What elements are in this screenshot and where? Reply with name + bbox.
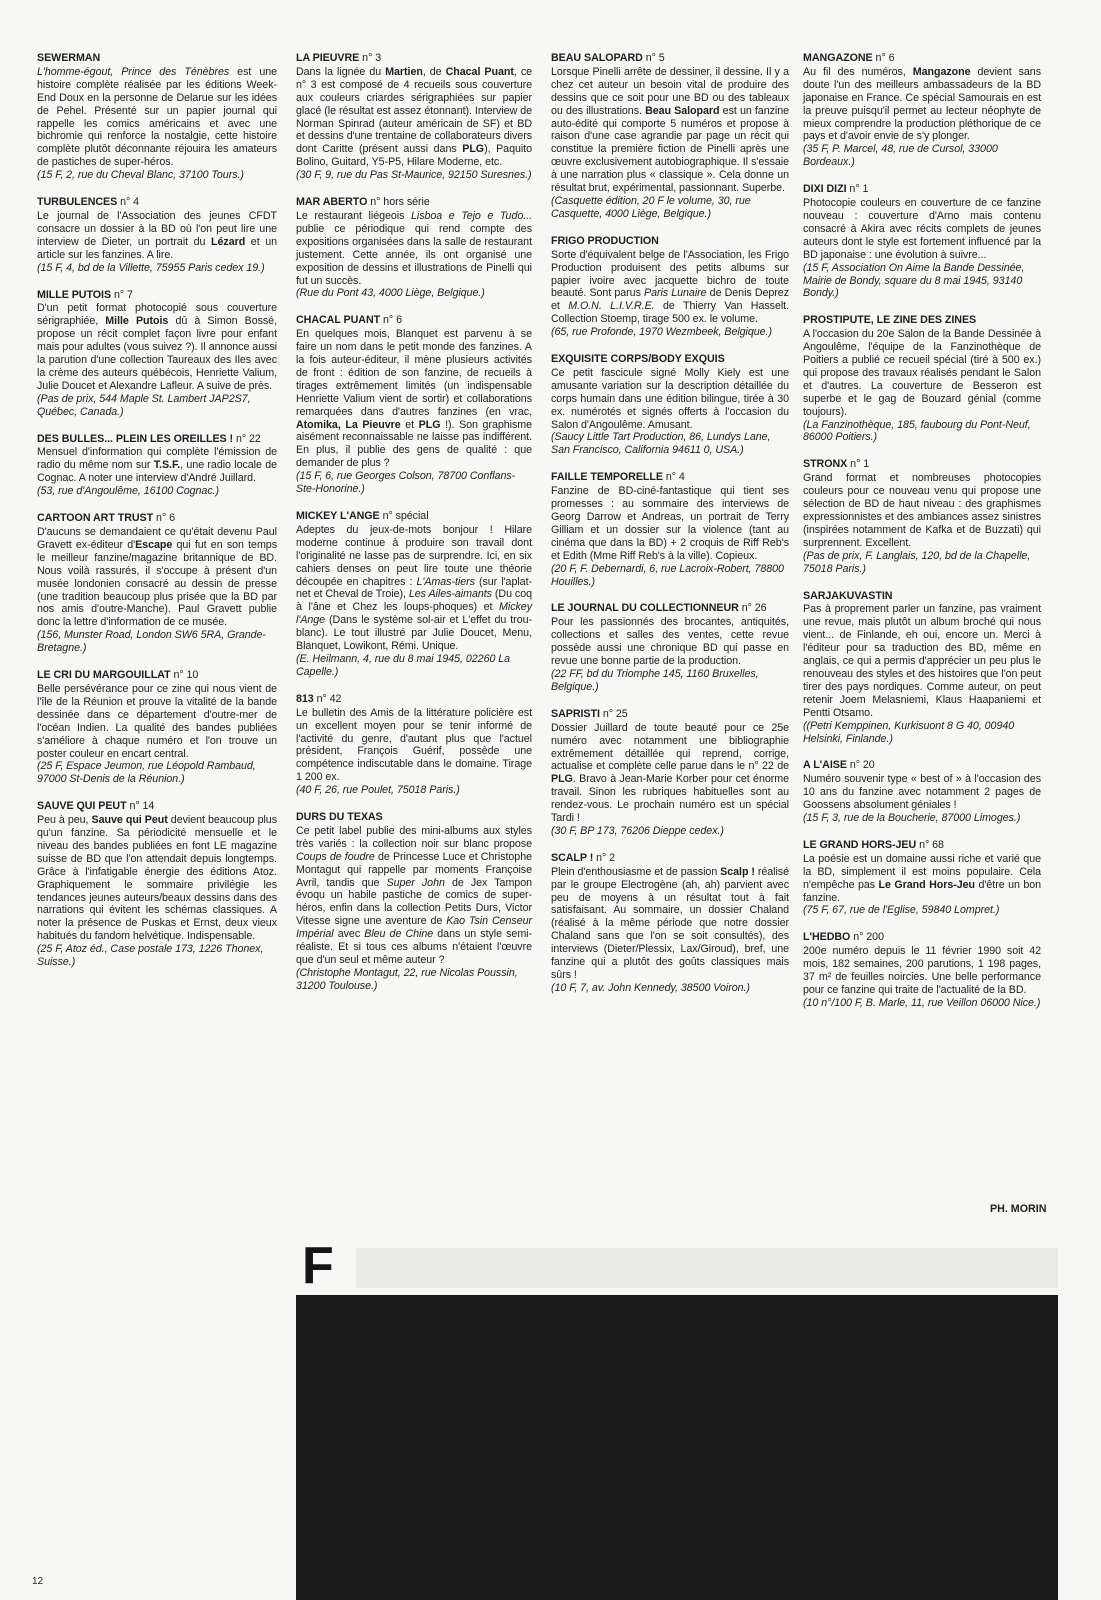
review-title: LA PIEUVRE bbox=[296, 52, 360, 64]
issue-number: n° 26 bbox=[741, 602, 767, 615]
review-heading bbox=[296, 811, 532, 824]
review-text-segment: Kao Tsin Censeur Impérial bbox=[296, 915, 532, 941]
issue-number: n° 3 bbox=[362, 52, 382, 64]
review-heading bbox=[551, 471, 789, 484]
issue-number: n° 4 bbox=[120, 196, 140, 209]
review-address: (La Fanzinothèque, 185, faubourg du Pont-Neuf, 86000 Poitiers.) bbox=[803, 418, 1031, 444]
review-text bbox=[803, 197, 1041, 262]
review-address: (Casquette édition, 20 F le volume, 30, rue Casquette, 4000 Liège, Belgique.) bbox=[551, 194, 751, 220]
review-address: (Christophe Montagut, 22, rue Nicolas Poussin, 31200 Toulouse.) bbox=[296, 966, 518, 992]
review-text-segment: Chacal Puant bbox=[445, 65, 514, 78]
black-banner-block bbox=[296, 1295, 1058, 1600]
review-text-segment: , ce n° 3 est composé de 4 recueils sous couverture aux couleurs criardes sérigraphiées sur papier glacé (le résultat est assez étonnant). Interview de Norman Spinrad (auteur américain de SF) et BD et dessins d'une trentaine de collaborateurs divers dont Caritte (présent aussi dans bbox=[296, 65, 533, 156]
review-heading bbox=[803, 590, 1041, 603]
review-text-segment: est une histoire complète réalisée par les éditions Week-End Doux en la personne de Delarue sur les idées de Pehel. Présenté sur un papier journal qui rappelle les comics américains et avec une bichromie qui renforce la nostalgie, cette histoire complète plutôt déconnante réjouira les amateurs de pastiches de super-héros. bbox=[37, 65, 277, 169]
review-text-segment: Dans la lignée du bbox=[296, 65, 386, 78]
review-text-segment: En quelques mois, Blanquet est parvenu à se faire un nom dans le petit monde des fanzines. A la fois auteur-éditeur, il mène plusieurs activités de front : édition de son fanzine, de recueils à tirages extrêmement limités (un indispensable Henriette Valium vient de sortir) et collaborations remarquées dans d'autres fanzines (en vrac, bbox=[296, 328, 532, 418]
fanzine-review bbox=[803, 183, 1041, 300]
fanzine-review bbox=[803, 839, 1041, 917]
review-title: STRONX bbox=[803, 458, 848, 471]
review-text bbox=[803, 66, 1041, 143]
fanzine-review bbox=[37, 52, 277, 182]
review-heading bbox=[803, 931, 1041, 944]
issue-number: n° 5 bbox=[645, 52, 665, 64]
review-text-segment: A l'occasion du 20e Salon de la Bande Dessinée à Angoulême, l'équipe de la Fanzinothèque de Poitiers a publié ce recueil spécial (tiré à 500 ex.) qui propose des travaux réalisés pendant le Salon et d'autres. La couverture de Besseron est superbe et le gag de Bouzard génial (comme toujours). bbox=[803, 328, 1041, 418]
review-text-segment: Adeptes du jeux-de-mots bonjour ! Hilare moderne continue à produire son travail dont l'originalité ne lasse pas de surprendre. Ici, en six cahiers denses on peut lire toute une théorie découpée en chapitres : bbox=[296, 523, 532, 588]
review-heading bbox=[803, 839, 1041, 852]
review-title: MANGAZONE bbox=[803, 52, 873, 64]
review-text-segment: avec bbox=[333, 928, 365, 941]
review-heading bbox=[296, 196, 532, 209]
review-text-segment: Grand format et nombreuses photocopies couleurs pour ce nouveau venu qui propose une sélection de BD de haut niveau : des graphismes expressionnistes et des ambiances assez sinistres (inspirées notamment de Kafka et de Buzzati) qui surprennent. Excellent. bbox=[803, 472, 1041, 549]
review-heading bbox=[37, 289, 277, 302]
review-title: LE GRAND HORS-JEU bbox=[803, 838, 917, 851]
fanzine-review bbox=[803, 314, 1041, 444]
fanzine-review bbox=[37, 669, 277, 786]
review-text bbox=[551, 249, 789, 326]
review-text-segment: Beau Salopard bbox=[645, 104, 720, 117]
fanzine-review bbox=[551, 52, 789, 221]
review-text-segment: Bleu de Chine bbox=[364, 928, 434, 941]
review-title: TURBULENCES bbox=[37, 196, 118, 209]
review-text-segment: PLG bbox=[418, 418, 441, 431]
review-text bbox=[803, 853, 1041, 905]
review-text-segment: L'Amas-tiers bbox=[416, 575, 475, 588]
review-text-segment: (Du coq à l'âne et Chez les loups-phoques) et bbox=[296, 588, 532, 614]
review-text bbox=[803, 328, 1041, 418]
fanzine-review bbox=[551, 602, 789, 693]
review-title: SARJAKUVASTIN bbox=[803, 589, 893, 602]
review-title: LE CRI DU MARGOUILLAT bbox=[37, 669, 171, 682]
review-title: FRIGO PRODUCTION bbox=[551, 234, 659, 247]
review-address: (E. Heilmann, 4, rue du 8 mai 1945, 02260 La Capelle.) bbox=[296, 652, 511, 678]
review-text-segment: Mille Putois bbox=[105, 315, 169, 328]
review-title: SCALP ! bbox=[551, 851, 594, 864]
review-text-segment: Au fil des numéros, bbox=[803, 65, 913, 78]
review-text-segment: est un fanzine auto-édité qui comporte 5 numéros et propose à raison d'une case agrandie par page un récit qui constitue la première fiction de Pinelli après une œuvre exclusivement autobiographique. Il s'essaie à une narration plus « classique ». Cela donne un résultat brut, expérimental, passionnant. Superbe. bbox=[551, 104, 789, 195]
review-heading bbox=[803, 759, 1041, 772]
review-title: FAILLE TEMPORELLE bbox=[551, 471, 663, 484]
review-text-segment: . Bravo à Jean-Marie Korber pour cet énorme travail. Sinon les rubriques habituelles sont au rendez-vous. Le prochain numéro est un spécial Tardi ! bbox=[551, 773, 789, 825]
review-text-segment: Le Grand Hors-Jeu bbox=[878, 878, 976, 891]
review-text-segment: Escape bbox=[135, 538, 173, 551]
review-text-segment: de Jex Tampon évoqu un habile pastiche de comics de super-héros, enfin dans la collection Petits Durs, Victor Vitesse signe une aventure de bbox=[296, 876, 532, 928]
review-text-segment: Ce petit fascicule signé Molly Kiely est une amusante variation sur la description détaillée du corps humain dans une édition bilingue, tirée à 30 ex. numérotés et signés offerts à l'occasion du Salon d'Angoulême. Amusant. bbox=[551, 366, 789, 431]
review-text-segment: L'homme-égout, Prince des Ténèbres bbox=[37, 65, 230, 78]
review-text-segment: D'un petit format photocopié sous couverture sérigraphiée, bbox=[37, 302, 277, 328]
review-text-segment: Photocopie couleurs en couverture de ce fanzine nouveau : couverture d'Arno mais contenu consacré à Akira avec récits complets de jeunes auteurs dont le style est fortement influencé par la BD japonaise : une évolution à suivre... bbox=[803, 197, 1041, 261]
review-title: DIXI DIZI bbox=[803, 183, 847, 196]
fanzine-review bbox=[296, 693, 532, 797]
column-3 bbox=[551, 52, 789, 1009]
issue-number: n° hors série bbox=[370, 196, 430, 209]
review-heading bbox=[37, 52, 277, 65]
issue-number: n° 1 bbox=[850, 458, 870, 471]
review-address: (65, rue Profonde, 1970 Wezmbeek, Belgique.) bbox=[551, 326, 772, 339]
review-heading bbox=[37, 800, 277, 813]
review-text-segment: Dossier Juillard de toute beauté pour ce 25e numéro avec notamment une bibliographie extrêmement détaillée qui reprend, corrige, actualise et complète celle parue dans le n° 22 de bbox=[551, 721, 789, 773]
review-title: SAUVE QUI PEUT bbox=[37, 800, 127, 813]
issue-number: n° 22 bbox=[235, 432, 261, 445]
fanzine-review bbox=[551, 852, 789, 995]
review-text-segment: et bbox=[400, 418, 419, 431]
section-letter: F bbox=[302, 1237, 334, 1295]
review-text-segment: La poésie est un domaine aussi riche et varié que la BD, simplement il est moins populaire. Cela n'empêche pas bbox=[803, 852, 1041, 891]
review-text-segment: (sur l'aplat-net et Cheval de Troie), bbox=[296, 575, 532, 601]
fanzine-review bbox=[296, 314, 532, 496]
review-text-segment: Numéro souvenir type « best of » à l'occasion des 10 ans du fanzine avec notamment 2 pages de Goossens absolument géniales ! bbox=[803, 773, 1041, 812]
review-text-segment: PLG bbox=[462, 143, 485, 156]
review-heading bbox=[296, 510, 532, 523]
column-2 bbox=[296, 52, 532, 1007]
review-heading bbox=[551, 602, 789, 615]
review-text-segment: Scalp ! bbox=[720, 865, 755, 878]
fanzine-review bbox=[296, 811, 532, 993]
issue-number: n° 2 bbox=[596, 851, 616, 864]
review-address: (25 F, Atoz éd., Case postale 173, 1226 Thonex, Suisse.) bbox=[37, 943, 264, 969]
review-address: (15 F, Association On Aime la Bande Dessinée, Mairie de Bondy, square du 8 mai 1945, 93140 Bondy.) bbox=[803, 261, 1025, 300]
review-text bbox=[37, 683, 277, 760]
review-address: (22 FF, bd du Triomphe 145, 1160 Bruxelles, Belgique.) bbox=[551, 667, 759, 693]
review-address: (53, rue d'Angoulême, 16100 Cognac.) bbox=[37, 485, 220, 498]
review-title: SAPRISTI bbox=[551, 707, 600, 720]
fanzine-review bbox=[37, 196, 277, 274]
review-text-segment: Coups de foudre bbox=[296, 850, 375, 863]
review-heading bbox=[803, 314, 1041, 327]
review-text-segment: Les Ailes-aimants bbox=[408, 588, 492, 601]
review-text-segment: de Thierry Van Hasselt. Collection Stoemp, tirage 500 ex. le volume. bbox=[551, 300, 789, 326]
review-title: DES BULLES... PLEIN LES OREILLES ! bbox=[37, 432, 234, 445]
review-text-segment: et un article sur les fanzines. A lire. bbox=[37, 235, 277, 261]
review-text bbox=[803, 472, 1041, 549]
review-text bbox=[296, 524, 532, 653]
issue-number: n° spécial bbox=[382, 510, 429, 522]
fanzine-review bbox=[803, 52, 1041, 169]
review-heading bbox=[296, 693, 532, 706]
review-text-segment: Super John bbox=[386, 876, 445, 889]
column-4 bbox=[803, 52, 1041, 1024]
review-text bbox=[296, 328, 532, 470]
review-address: (Rue du Pont 43, 4000 Liège, Belgique.) bbox=[296, 287, 485, 300]
review-text-segment: Plein d'enthousiasme et de passion bbox=[551, 865, 721, 878]
review-address: (35 F, P. Marcel, 48, rue de Cursol, 33000 Bordeaux.) bbox=[803, 143, 998, 169]
review-text bbox=[296, 66, 532, 169]
review-text-segment: Ce petit label publie des mini-albums aux styles très variés : la collection noir sur blanc propose bbox=[296, 824, 532, 850]
fanzine-review bbox=[803, 458, 1041, 575]
review-text-segment: publie ce périodique qui rend compte des expositions organisées dans la salle de restaurant justement. Cette année, ils ont organisé une exposition de dessins et illustrations de Pinelli qui fut un succès. bbox=[296, 222, 532, 287]
review-text-segment: Lisboa e Tejo e Tudo... bbox=[410, 209, 532, 222]
review-text-segment: Lézard bbox=[211, 235, 246, 248]
review-text-segment: D'aucuns se demandaient ce qu'était devenu Paul Gravett ex-éditeur d' bbox=[37, 526, 277, 551]
review-title: A L'AISE bbox=[803, 759, 847, 772]
issue-number: n° 6 bbox=[156, 512, 175, 525]
review-text bbox=[37, 210, 277, 262]
issue-number: n° 200 bbox=[853, 931, 884, 944]
fanzine-review bbox=[551, 353, 789, 457]
review-text-segment: Sorte d'équivalent belge de l'Association, les Frigo Production produisent des petits albums sur papier ivoire avec jacquette bichro de toute beauté. Sont parus bbox=[551, 248, 789, 300]
review-title: MILLE PUTOIS bbox=[37, 288, 112, 301]
review-text bbox=[37, 814, 277, 943]
review-text-segment: dans un style semi-réaliste. Et si tous ces albums n'étaient l'œuvre que d'un seul et même auteur ? bbox=[296, 928, 533, 966]
review-text-segment: Paris Lunaire bbox=[644, 287, 707, 300]
review-text bbox=[551, 722, 789, 825]
issue-number: n° 4 bbox=[665, 471, 685, 484]
fanzine-review bbox=[551, 471, 789, 588]
review-address: (30 F, 9, rue du Pas St-Maurice, 92150 Suresnes.) bbox=[296, 169, 532, 182]
review-text-segment: réalisé par le groupe Electrogène (ah, ah) parvient avec peu de moyens à un résultat tout à fait satisfaisant. Au sommaire, un dossier Chaland (réalisé à la même période que notre dossier Chaland sans que l'on se soit consultés), des interviews (Dieter/Plessix, Lax/Giroud), bref, une fanzine qui a plutôt des goûts classiques mais sûrs ! bbox=[551, 865, 789, 981]
review-text-segment: Peu à peu, bbox=[37, 814, 92, 827]
banner-band bbox=[356, 1248, 1058, 1288]
review-text-segment: Pas à proprement parler un fanzine, pas vraiment une revue, mais plutôt un album broché qui nous vient... de Finlande, eh oui, encore un. Merci à l'éditeur pour sa traduction des BD, même en anglais, ce qui a permis d'apprécier un peu plus le renouveau des styles et des histoires que l'on peut tirer des pays nordiques. Comme auteur, on peut retenir Joem Melasniemi, Klaus Haapaniemi et Pentti Otsamo. bbox=[803, 603, 1041, 719]
review-text-segment: ), Paquito Bolino, Guitard, Y5-P5, Hilare Moderne, etc. bbox=[296, 143, 532, 169]
review-text-segment: qui fut en son temps le meilleur fanzine/magazine britannique de BD. Nous voilà rassurés, il s'occupe à présent d'un musée londonien consacré au dessin de presse (une tradition beaucoup plus prisée que la BD par nos amis d'outre-Manche). Paul Gravett publie donc la lettre d'information de ce musée. bbox=[37, 538, 277, 629]
review-text-segment: 200e numéro depuis le 11 février 1990 soit 42 mois, 182 semaines, 200 parutions, 1 198 pages, 37 m² de feuilles noircies. Une belle performance pour ce fanzine qui traite de l'actualité de la BD. bbox=[803, 945, 1041, 996]
review-address: ((Petri Kemppinen, Kurkisuont 8 G 40, 00940 Helsinki, Finlande.) bbox=[803, 719, 1015, 745]
review-text-segment: Mensuel d'information qui complète l'émission de radio du même nom sur bbox=[37, 446, 277, 472]
review-title: L'HEDBO bbox=[803, 931, 851, 944]
review-title: BEAU SALOPARD bbox=[551, 52, 643, 64]
issue-number: n° 1 bbox=[849, 183, 869, 196]
review-text bbox=[296, 210, 532, 287]
review-title: CHACAL PUANT bbox=[296, 314, 381, 327]
review-address: (40 F, 26, rue Poulet, 75018 Paris.) bbox=[296, 784, 460, 797]
review-text bbox=[37, 446, 277, 485]
issue-number: n° 14 bbox=[129, 800, 155, 813]
fanzine-review bbox=[803, 759, 1041, 825]
review-text-segment: !). Son graphisme aisément reconnaissable ne laisse pas indifférent. En plus, il publie des gens de qualité : que demander de plus ? bbox=[296, 418, 532, 470]
fanzine-review bbox=[296, 196, 532, 300]
review-address: (15 F, 6, rue Georges Colson, 78700 Conflans-Ste-Honorine.) bbox=[296, 470, 516, 496]
review-text bbox=[37, 526, 277, 629]
fanzine-review bbox=[37, 800, 277, 969]
review-text-segment: T.S.F. bbox=[153, 459, 181, 472]
fanzine-review bbox=[296, 52, 532, 182]
review-text bbox=[803, 945, 1041, 997]
review-text bbox=[37, 66, 277, 169]
review-title: SEWERMAN bbox=[37, 52, 101, 64]
fanzine-review bbox=[296, 510, 532, 679]
review-heading bbox=[551, 235, 789, 248]
review-text bbox=[296, 707, 532, 784]
review-text-segment: Martien bbox=[385, 65, 423, 78]
fanzine-review bbox=[803, 931, 1041, 1009]
review-text-segment: , de bbox=[422, 65, 446, 78]
review-text-segment: , une radio locale de Cognac. A noter une interview d'André Juillard. bbox=[37, 459, 277, 485]
fanzine-review bbox=[37, 289, 277, 419]
issue-number: n° 68 bbox=[919, 838, 944, 851]
issue-number: n° 7 bbox=[113, 288, 133, 301]
review-heading bbox=[37, 512, 277, 525]
issue-number: n° 10 bbox=[173, 669, 199, 682]
review-address: (156, Munster Road, London SW6 5RA, Grande-Bretagne.) bbox=[37, 629, 266, 655]
review-heading bbox=[551, 708, 789, 721]
fanzine-review bbox=[803, 590, 1041, 746]
review-heading bbox=[803, 183, 1041, 196]
review-text-segment: Fanzine de BD-ciné-fantastique qui tient ses promesses : au sommaire des interviews de Georg Darrow et Andreas, un portrait de Terry Gilliam et un dossier sur la violence (tant au cinéma que dans la BD) + 2 croquis de Riff Reb's et Edith (Mme Riff Reb's à la ville). Copieux. bbox=[551, 485, 789, 562]
fanzine-review bbox=[551, 708, 789, 838]
review-text-segment: Le bulletin des Amis de la littérature policière est un excellent moyen pour se tenir informé de l'activité du genre, d'autant plus que l'actuel président, François Guérif, possède une compétence indiscutable dans le domaine. Tirage 1 200 ex. bbox=[296, 706, 532, 784]
review-address: (15 F, 3, rue de la Boucherie, 87000 Limoges.) bbox=[803, 812, 1021, 825]
review-text bbox=[296, 825, 532, 967]
review-text-segment: devient sans doute l'un des meilleurs ambassadeurs de la BD japonaise en France. Ce spécial Samourais en est la preuve puisqu'il permet au lecteur néophyte de mieux comprendre la production pléthorique de ce pays et d'avoir envie de s'y plonger. bbox=[803, 65, 1041, 143]
review-title: PROSTIPUTE, LE ZINE DES ZINES bbox=[803, 314, 977, 327]
review-title: MICKEY L'ANGE bbox=[296, 510, 380, 522]
review-address: (Pas de prix, F. Langlais, 120, bd de la Chapelle, 75018 Paris.) bbox=[803, 549, 1031, 575]
review-text bbox=[37, 302, 277, 392]
review-heading bbox=[37, 433, 277, 446]
review-text-segment: d'être un bon fanzine. bbox=[803, 878, 1042, 904]
review-address: (Saucy Little Tart Production, 86, Lundys Lane, San Francisco, California 94611 0, USA.) bbox=[551, 431, 771, 457]
review-title: CARTOON ART TRUST bbox=[37, 512, 154, 525]
review-text bbox=[551, 66, 789, 195]
review-address: (25 F, Espace Jeumon, rue Léopold Rambaud, 97000 St-Denis de la Réunion.) bbox=[37, 760, 256, 786]
review-heading bbox=[296, 314, 532, 327]
review-text bbox=[551, 367, 789, 432]
review-text-segment: Mangazone bbox=[912, 65, 971, 78]
review-address: (Pas de prix, 544 Maple St. Lambert JAP2S7, Québec, Canada.) bbox=[37, 392, 251, 418]
issue-number: n° 42 bbox=[316, 692, 342, 705]
review-title: LE JOURNAL DU COLLECTIONNEUR bbox=[551, 602, 739, 615]
review-address: (15 F, 2, rue du Cheval Blanc, 37100 Tours.) bbox=[37, 169, 244, 182]
review-text bbox=[803, 603, 1041, 719]
page-number: 12 bbox=[32, 1576, 44, 1587]
review-text bbox=[803, 773, 1041, 812]
review-address: (10 F, 7, av. John Kennedy, 38500 Voiron.) bbox=[551, 981, 750, 994]
review-address: (15 F, 4, bd de la Villette, 75955 Paris cedex 19.) bbox=[37, 261, 265, 274]
issue-number: n° 6 bbox=[875, 52, 895, 64]
review-text bbox=[551, 616, 789, 668]
review-title: MAR ABERTO bbox=[296, 196, 368, 209]
review-text-segment: PLG bbox=[551, 773, 573, 786]
issue-number: n° 25 bbox=[602, 707, 628, 720]
fanzine-review bbox=[37, 512, 277, 655]
review-address: (20 F, F. Debernardi, 6, rue Lacroix-Robert, 78800 Houilles.) bbox=[551, 562, 784, 588]
fanzine-review bbox=[551, 235, 789, 339]
review-text-segment: Belle persévérance pour ce zine qui nous vient de l'île de la Réunion et prouve la vitalité de la bande dessinée dans ce département d'outre-mer de l'océan Indien. La qualité des bandes publiées s'améliore à chaque numéro et l'on trouve un poster couleur en encart central. bbox=[37, 682, 277, 760]
review-address: (30 F, BP 173, 76206 Dieppe cedex.) bbox=[551, 824, 724, 837]
review-heading bbox=[551, 852, 789, 865]
issue-number: n° 20 bbox=[849, 759, 875, 772]
review-text-segment: Lorsque Pinelli arrête de dessiner, il dessine. Il y a chez cet auteur un besoin vital de produire des dessins que ce soit pour une BD ou des tableaux ou des illustrations. bbox=[551, 65, 789, 117]
review-title: EXQUISITE CORPS/BODY EXQUIS bbox=[551, 353, 725, 366]
review-text-segment: Le journal de l'Association des jeunes CFDT consacre un dossier à la BD où l'on peut lire une interview de Dieter, un portrait du bbox=[37, 209, 277, 248]
review-text bbox=[551, 866, 789, 982]
review-address: (75 F, 67, rue de l'Eglise, 59840 Lompret.) bbox=[803, 904, 1000, 917]
review-text-segment: Pour les passionnés des brocantes, antiquités, collections et salles des ventes, cette revue possède aussi une chronique BD qui passe en revue une bonne partie de la production. bbox=[551, 616, 789, 668]
issue-number: n° 6 bbox=[383, 314, 402, 327]
review-heading bbox=[803, 458, 1041, 471]
review-text bbox=[551, 485, 789, 562]
review-text-segment: Sauve qui Peut bbox=[91, 814, 168, 827]
review-heading bbox=[803, 52, 1041, 65]
review-text-segment: Le restaurant liégeois bbox=[296, 209, 411, 222]
review-text-segment: M.O.N. L.I.V.R.E. bbox=[568, 300, 655, 313]
review-text-segment: devient beaucoup plus qu'un fanzine. Sa périodicité mensuelle et le niveau des bandes publiées en font LE magazine suisse de BD que l'on attendait depuis longtemps. Grâce à l'infatigable énergie des éditions Atoz. Graphiquement le sommaire privilégie les tendances jeunes auteurs/beaux dessins dans des narrations qui évitent les schémas classiques. A noter la présence de Puskas et Ernst, deux vieux habitués du fandom helvétique. Indispensable. bbox=[37, 814, 277, 943]
review-text-segment: Mickey l'Ange bbox=[296, 601, 532, 627]
review-text-segment: (Dans le système sol-air et L'effet du trou-blanc). Le tout illustré par Julie Doucet, Menu, Blanquet, Lowikont, Rémi. Unique. bbox=[296, 614, 532, 653]
review-heading bbox=[551, 353, 789, 366]
review-text-segment: dû à Simon Bossé, propose un récit complet façon livre pour enfant mais pour adultes (vous suivez ?). Il annonce aussi la parution d'une collection Taureaux des Iles avec la crème des auteurs québécois, Henriette Valium, Julie Doucet et Alexandre Lafleur. A suive de près. bbox=[37, 315, 277, 392]
review-title: DURS DU TEXAS bbox=[296, 811, 383, 824]
review-text-segment: Atomika, La Pieuvre bbox=[296, 418, 401, 431]
review-text-segment: de Denis Deprez et bbox=[551, 287, 789, 313]
fanzine-review bbox=[37, 433, 277, 499]
review-heading bbox=[551, 52, 789, 65]
review-heading bbox=[296, 52, 532, 65]
review-text-segment: de Princesse Luce et Christophe Montagut qui rappelle par moments Françoise Avril, tandis que bbox=[296, 850, 532, 889]
column-1 bbox=[37, 52, 277, 983]
review-title: 813 bbox=[296, 692, 314, 705]
review-heading bbox=[37, 669, 277, 682]
review-address: (10 n°/100 F, B. Marle, 11, rue Veillon 06000 Nice.) bbox=[803, 996, 1041, 1009]
review-heading bbox=[37, 196, 277, 209]
author-signature: PH. MORIN bbox=[990, 1203, 1047, 1215]
